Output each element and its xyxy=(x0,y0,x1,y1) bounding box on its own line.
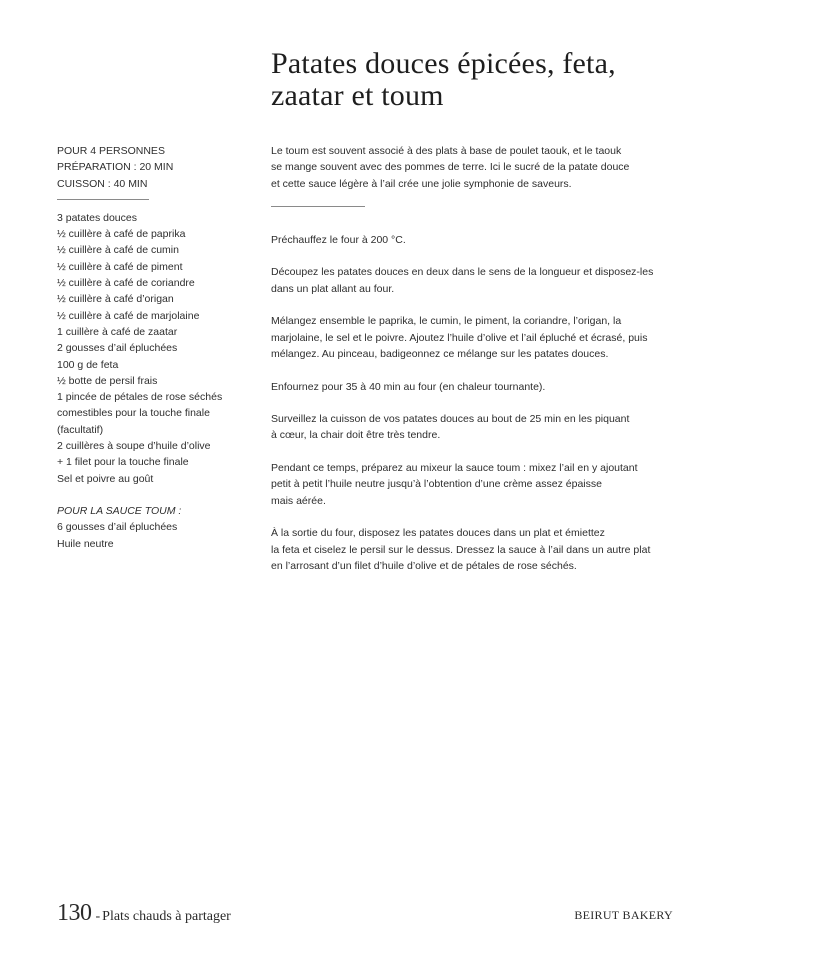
ingredient-item: 3 patates douces xyxy=(57,211,137,224)
recipe-title xyxy=(271,48,741,112)
sidebar-divider xyxy=(57,199,149,200)
page-folio xyxy=(57,900,231,927)
ingredient-item: ½ cuillère à café de cumin xyxy=(57,244,179,257)
ingredient-item: ½ cuillère à café d’origan xyxy=(57,293,174,306)
step-5 xyxy=(271,411,681,444)
page-number: 130 xyxy=(57,900,92,926)
sauce-ingredient-item: 6 gousses d’ail épluchées xyxy=(57,521,178,534)
folio-dash: - xyxy=(95,909,101,924)
sauce-subtitle: POUR LA SAUCE TOUM : xyxy=(57,504,182,517)
recipe-meta xyxy=(57,143,257,192)
ingredient-item: ½ cuillère à café de coriandre xyxy=(57,277,195,290)
step-line: marjolaine, le sel et le poivre. Ajoutez l’huile d’olive et l’ail épluché et écrasé, puis xyxy=(271,331,648,344)
body-divider xyxy=(271,206,365,207)
step-line: mais aérée. xyxy=(271,494,326,507)
step-line: À la sortie du four, disposez les patates douces dans un plat et émiettez xyxy=(271,527,605,540)
ingredient-item: ½ botte de persil frais xyxy=(57,374,158,387)
recipe-body xyxy=(271,143,681,590)
servings: POUR 4 PERSONNES xyxy=(57,145,165,157)
step-line: Surveillez la cuisson de vos patates douces au bout de 25 min en les piquant xyxy=(271,413,630,426)
ingredient-line: 1 pincée de pétales de rose séchés xyxy=(57,391,223,404)
book-title: BEIRUT BAKERY xyxy=(574,908,673,922)
step-line: Mélangez ensemble le paprika, le cumin, le piment, la coriandre, l’origan, la xyxy=(271,315,622,328)
ingredient-item: Sel et poivre au goût xyxy=(57,472,154,485)
step-line: Découpez les patates douces en deux dans le sens de la longueur et disposez-les xyxy=(271,266,654,279)
ingredient-item: ½ cuillère à café de paprika xyxy=(57,228,186,241)
step-6 xyxy=(271,460,681,509)
sauce-ingredient-item: Huile neutre xyxy=(57,537,114,550)
step-1 xyxy=(271,232,681,248)
step-line: la feta et ciselez le persil sur le dessus. Dressez la sauce à l’ail dans un autre plat xyxy=(271,543,651,556)
ingredient-line: 2 cuillères à soupe d’huile d’olive xyxy=(57,440,211,453)
step-7 xyxy=(271,525,681,574)
intro-line: Le toum est souvent associé à des plats à base de poulet taouk, et le taouk xyxy=(271,145,622,157)
chapter-name: Plats chauds à partager xyxy=(102,909,231,924)
recipe-title-line-1: Patates douces épicées, feta, xyxy=(271,47,616,80)
ingredient-line: comestibles pour la touche finale xyxy=(57,407,210,420)
step-line: Pendant ce temps, préparez au mixeur la sauce toum : mixez l’ail en y ajoutant xyxy=(271,462,638,475)
ingredient-line: + 1 filet pour la touche finale xyxy=(57,456,189,469)
prep-time: PRÉPARATION : 20 MIN xyxy=(57,161,174,174)
ingredient-item: 1 cuillère à café de zaatar xyxy=(57,325,178,338)
intro-line: et cette sauce légère à l’ail crée une jolie symphonie de saveurs. xyxy=(271,177,572,190)
step-3 xyxy=(271,313,681,362)
step-line: Préchauffez le four à 200 °C. xyxy=(271,233,406,246)
recipe-intro xyxy=(271,143,681,192)
step-line: en l’arrosant d’un filet d’huile d’olive et de pétales de rose séchés. xyxy=(271,559,577,572)
ingredient-item-olive-oil xyxy=(57,438,257,471)
step-line: dans un plat allant au four. xyxy=(271,282,395,295)
ingredients-sidebar xyxy=(57,143,257,552)
ingredient-item: ½ cuillère à café de marjolaine xyxy=(57,309,200,322)
sauce-ingredient-list xyxy=(57,519,257,552)
step-line: mélangez. Au pinceau, badigeonnez ce mélange sur les patates douces. xyxy=(271,347,609,360)
ingredient-item: ½ cuillère à café de piment xyxy=(57,260,183,273)
ingredient-list xyxy=(57,210,257,487)
step-4 xyxy=(271,379,681,395)
ingredient-item: 100 g de feta xyxy=(57,358,119,371)
ingredient-item-rose-petals xyxy=(57,389,257,438)
ingredient-item: 2 gousses d’ail épluchées xyxy=(57,342,178,355)
step-line: Enfournez pour 35 à 40 min au four (en chaleur tournante). xyxy=(271,380,546,393)
cook-time: CUISSON : 40 MIN xyxy=(57,177,148,190)
step-2 xyxy=(271,264,681,297)
ingredient-line: (facultatif) xyxy=(57,423,104,436)
intro-line: se mange souvent avec des pommes de terre. Ici le sucré de la patate douce xyxy=(271,161,630,174)
step-line: à cœur, la chair doit être très tendre. xyxy=(271,429,441,442)
recipe-title-line-2: zaatar et toum xyxy=(271,79,444,112)
step-line: petit à petit l’huile neutre jusqu’à l’obtention d’une crème assez épaisse xyxy=(271,478,602,491)
